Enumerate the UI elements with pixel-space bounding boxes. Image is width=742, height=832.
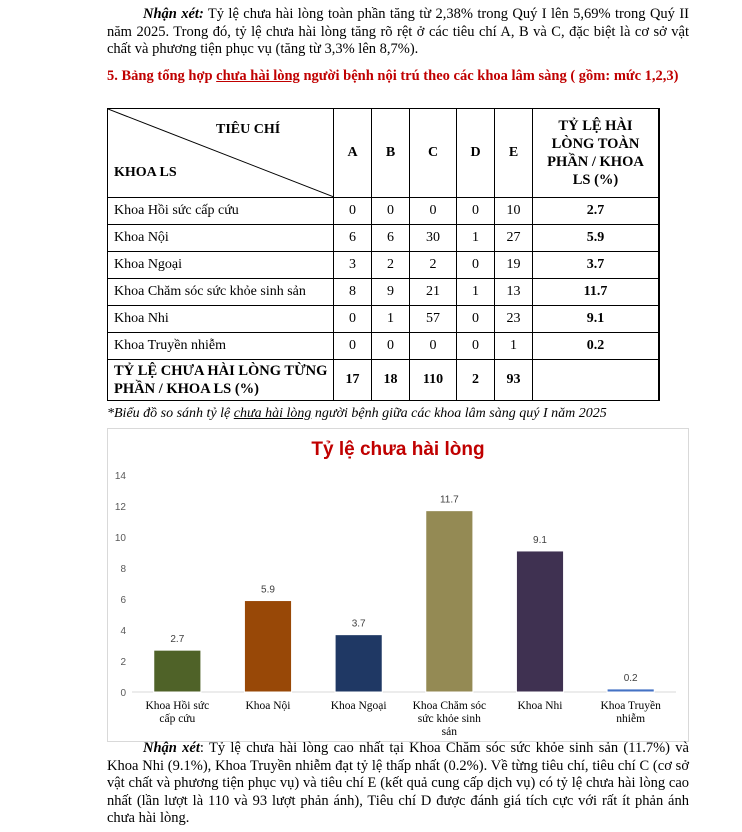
corner-bottom-label: KHOA LS [114,165,177,180]
table-row [108,252,660,279]
cell-d: 1 [457,279,495,306]
cell-a: 0 [334,306,372,333]
cell-d: 0 [457,333,495,360]
cell-e: 23 [495,306,533,333]
bar-value-label: 9.1 [533,534,547,546]
table-corner-cell [108,109,334,198]
table-row [108,279,660,306]
cell-c: 57 [410,306,457,333]
intro-lead: Nhận xét: [143,6,204,22]
cell-e: 13 [495,279,533,306]
cell-d: 0 [457,306,495,333]
caption-pre: *Biểu đồ so sánh tỷ lệ [107,406,234,421]
y-tick-label: 10 [114,533,126,544]
y-tick-label: 12 [114,502,126,513]
corner-top-label: TIÊU CHÍ [216,122,281,137]
table-header-row [108,109,660,198]
row-name: Khoa Truyền nhiễm [108,333,334,360]
y-tick-label: 4 [120,626,126,637]
bar [244,601,291,692]
heading-pre: 5. Bảng tổng hợp [107,68,217,84]
table-row [108,225,660,252]
bar [154,650,201,692]
y-tick-label: 0 [120,688,126,699]
cell-a: 8 [334,279,372,306]
summary-d: 2 [457,360,495,401]
cell-d: 1 [457,225,495,252]
cell-c: 30 [410,225,457,252]
cell-a: 0 [334,333,372,360]
caption-underlined: chưa hài lòng [233,406,312,421]
heading-post: người bệnh nội trú theo các khoa lâm sàng ( gồm: mức 1,2,3) [299,68,679,84]
summary-rate-empty [533,360,660,401]
col-header-rate: TỶ LỆ HÀI LÒNG TOÀN PHẦN / KHOA LS (%) [533,109,660,198]
cell-c: 21 [410,279,457,306]
cell-c: 0 [410,198,457,225]
y-tick-label: 2 [120,657,126,668]
cell-b: 0 [372,198,410,225]
bar [516,551,563,692]
summary-b: 18 [372,360,410,401]
chart-title: Tỷ lệ chưa hài lòng [311,439,485,460]
cell-b: 0 [372,333,410,360]
y-tick-label: 6 [120,595,126,606]
cell-a: 3 [334,252,372,279]
col-header-a: A [334,109,372,198]
table-row [108,198,660,225]
summary-label: TỶ LỆ CHƯA HÀI LÒNG TỪNG PHẦN / KHOA LS (%) [108,360,334,401]
cell-e: 27 [495,225,533,252]
cell-rate: 3.7 [533,252,660,279]
table-row [108,333,660,360]
col-header-b: B [372,109,410,198]
summary-e: 93 [495,360,533,401]
cell-rate: 0.2 [533,333,660,360]
row-name: Khoa Chăm sóc sức khỏe sinh sản [108,279,334,306]
cell-rate: 5.9 [533,225,660,252]
bar-value-label: 11.7 [439,494,459,506]
cell-e: 1 [495,333,533,360]
section-heading [107,68,692,85]
cell-rate: 2.7 [533,198,660,225]
x-category-label: Khoa Ngoại [330,700,387,712]
cell-a: 6 [334,225,372,252]
row-name: Khoa Nội [108,225,334,252]
col-header-c: C [410,109,457,198]
bar [607,689,654,692]
table-summary-row [108,360,660,401]
x-category-label: Khoa Nội [245,700,291,712]
bar [426,511,473,692]
conclusion-lead: Nhận xét [143,740,200,756]
summary-c: 110 [410,360,457,401]
cell-d: 0 [457,198,495,225]
cell-a: 0 [334,198,372,225]
bar [335,635,382,692]
summary-a: 17 [334,360,372,401]
col-header-e: E [495,109,533,198]
chart-canvas [108,429,688,741]
row-name: Khoa Nhi [108,306,334,333]
intro-text: Tỷ lệ chưa hài lòng toàn phần tăng từ 2,38% trong Quý I lên 5,69% trong Quý II năm 2025. Trong đó, tỷ lệ chưa hài lòng tăng rõ rệt ở các tiêu chí A, B và C, đặc biệt là cơ sở vật chất và phương tiện phục vụ (tăng từ 3,3% lên 8,7%). [107,6,689,57]
caption-post: người bệnh giữa các khoa lâm sàng quý I năm 2025 [311,406,607,421]
row-name: Khoa Hồi sức cấp cứu [108,198,334,225]
cell-c: 0 [410,333,457,360]
intro-paragraph [107,6,689,59]
bar-value-label: 2.7 [170,634,185,646]
heading-underlined: chưa hài lòng [216,68,300,84]
bar-value-label: 0.2 [623,672,638,684]
table-row [108,306,660,333]
conclusion-paragraph [107,740,689,828]
cell-b: 1 [372,306,410,333]
cell-b: 6 [372,225,410,252]
y-tick-label: 8 [120,564,126,575]
bar-chart [107,428,689,742]
conclusion-text: : Tỷ lệ chưa hài lòng cao nhất tại Khoa Chăm sóc sức khỏe sinh sản (11.7%) và Khoa Nhi (9.1%), Khoa Truyền nhiễm đạt tỷ lệ thấp nhất (0.2%). Về từng tiêu chí, tiêu chí C (cơ sở vật chất và phương tiện phục vụ) và tiêu chí E (kết quả cung cấp dịch vụ) có tỷ lệ chưa hài lòng cao nhất (lần lượt là 110 và 93 lượt phản ánh), Tiêu chí D được đánh giá tích cực với rất ít phản ánh chưa hài lòng. [107,740,689,826]
chart-caption [107,405,697,422]
x-category-label: Khoa Nhi [517,700,563,712]
x-category-label: Khoa Hồi sức cấp cứu [145,700,210,725]
cell-rate: 9.1 [533,306,660,333]
cell-d: 0 [457,252,495,279]
cell-b: 9 [372,279,410,306]
summary-table [107,108,660,401]
row-name: Khoa Ngoại [108,252,334,279]
x-category-label: Khoa Truyền nhiễm [600,700,661,725]
cell-e: 19 [495,252,533,279]
cell-e: 10 [495,198,533,225]
bar-value-label: 3.7 [351,618,366,630]
x-category-label: Khoa Chăm sóc sức khỏe sinh sản [412,700,487,738]
cell-b: 2 [372,252,410,279]
cell-rate: 11.7 [533,279,660,306]
bar-value-label: 5.9 [261,584,275,596]
y-tick-label: 14 [114,471,126,482]
col-header-d: D [457,109,495,198]
cell-c: 2 [410,252,457,279]
